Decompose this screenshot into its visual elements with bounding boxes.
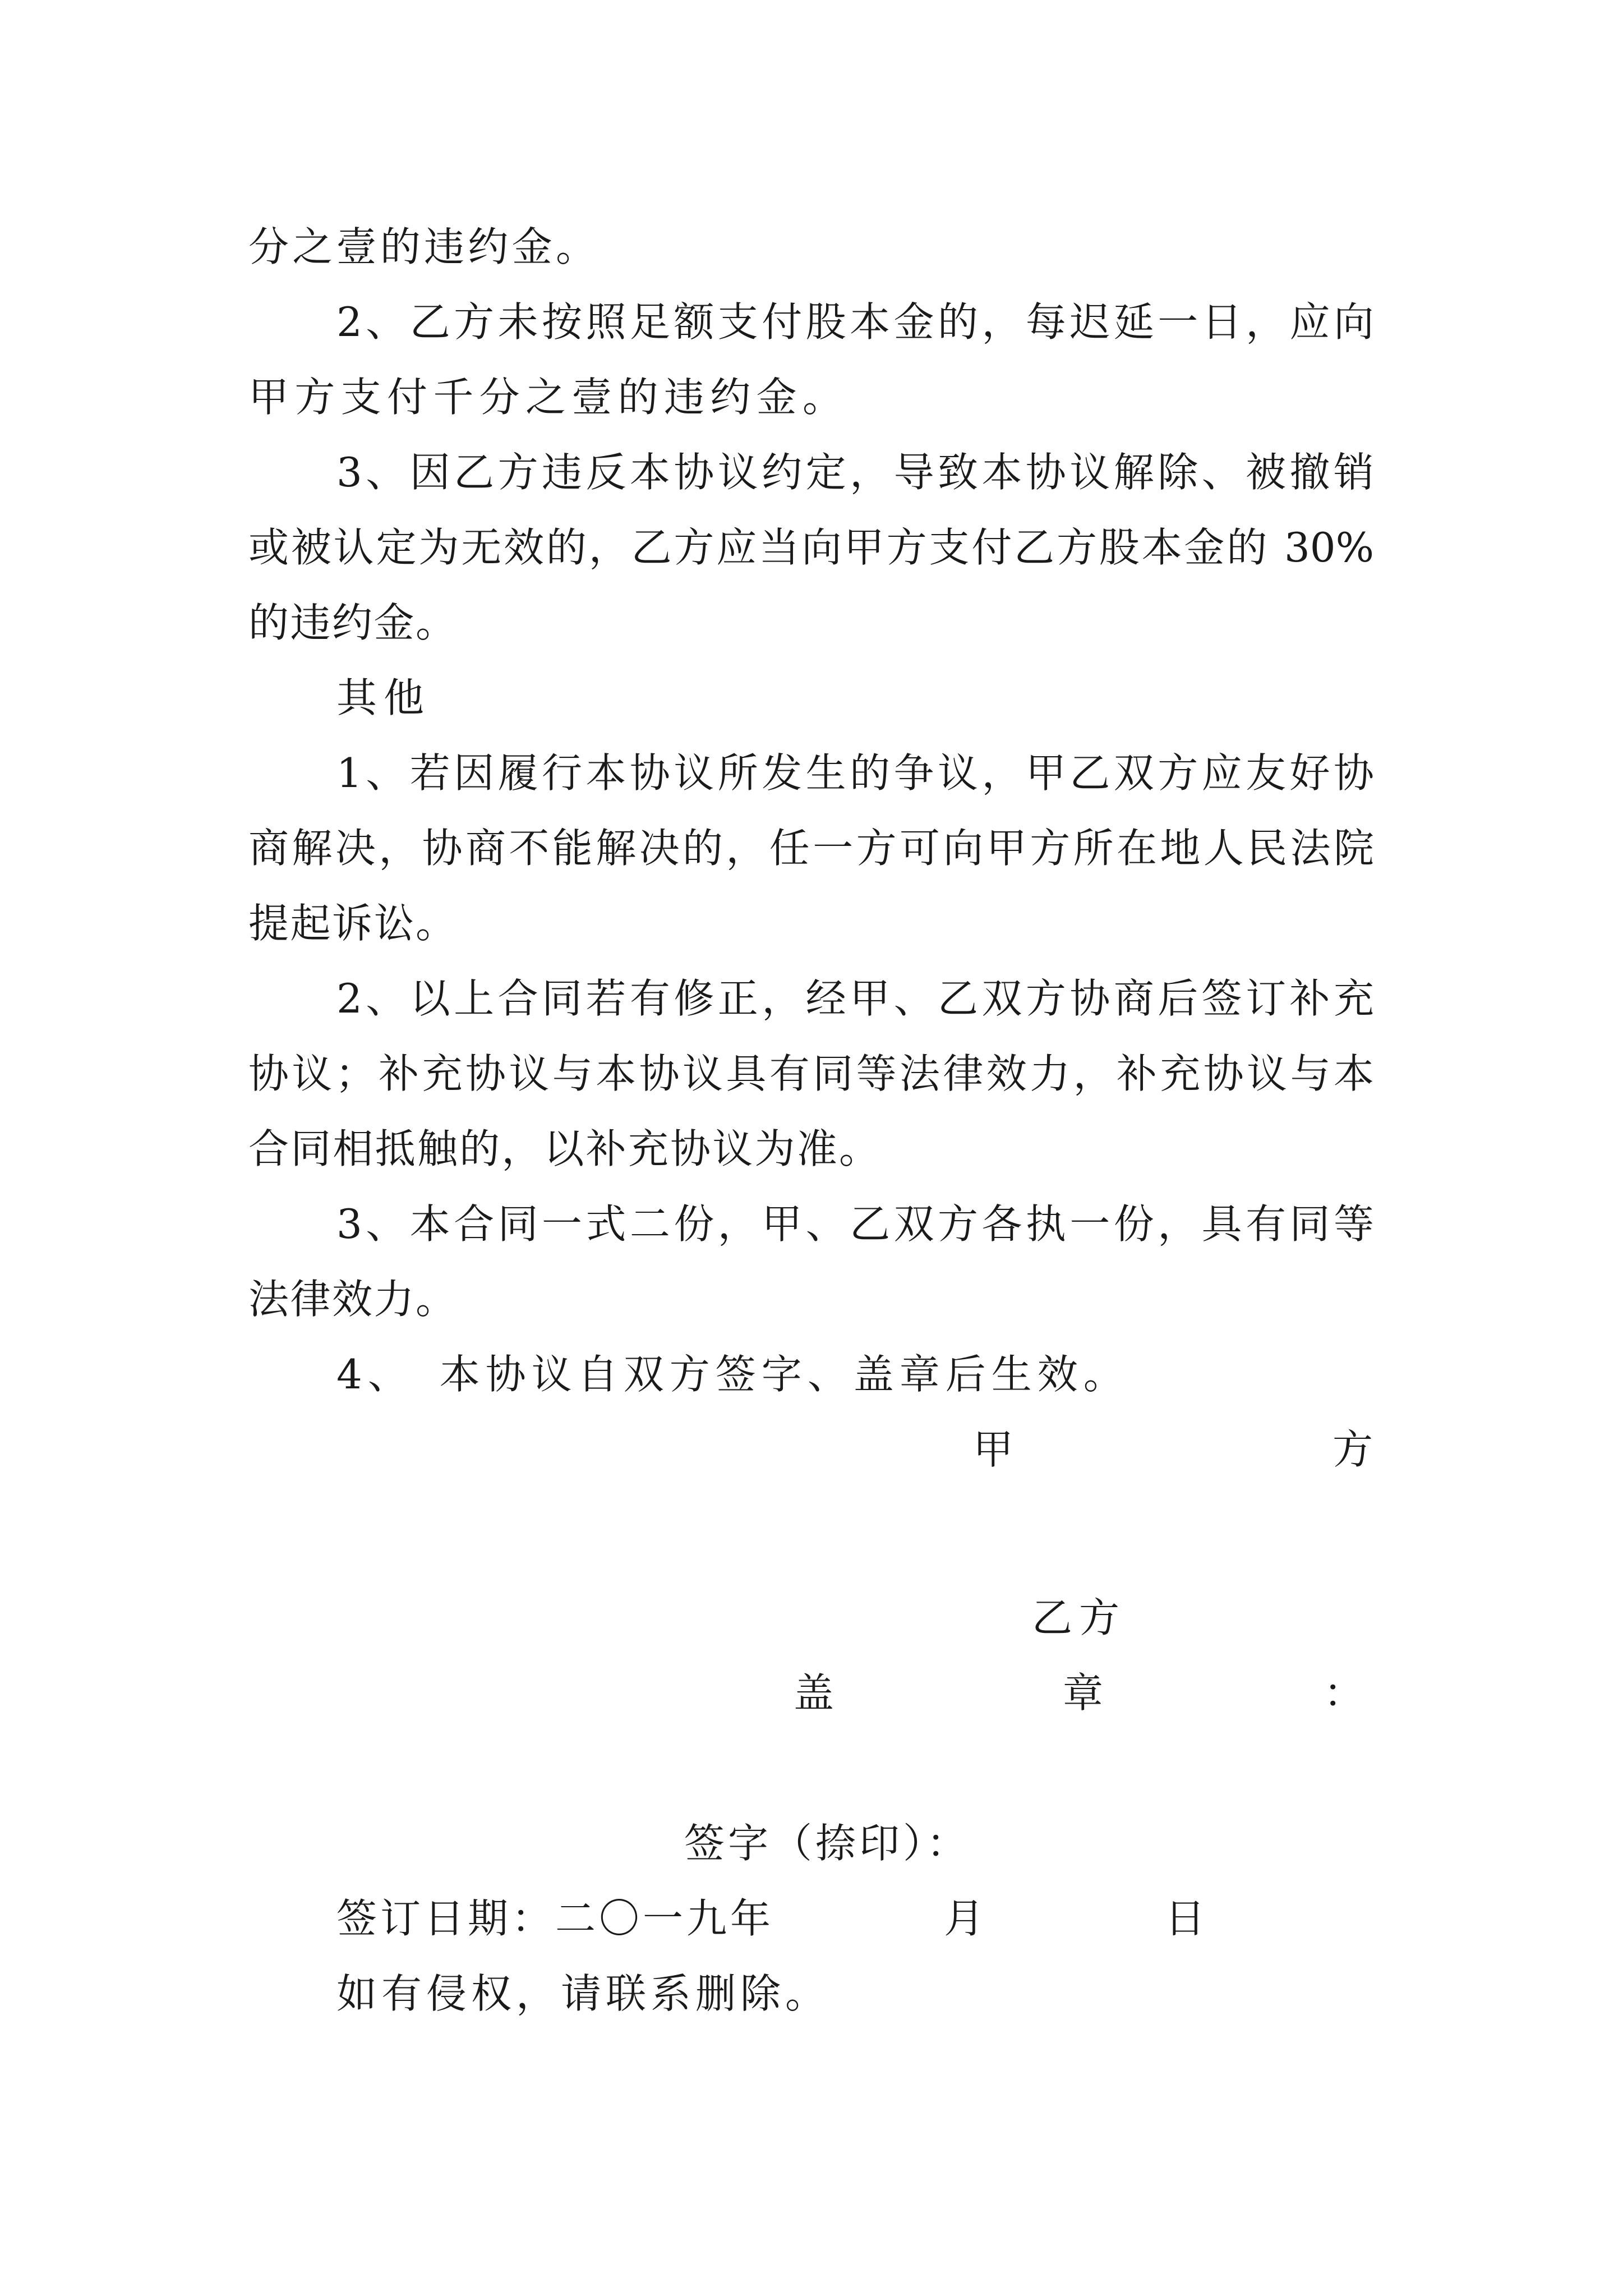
paragraph-line: 的违约金。 (248, 599, 456, 646)
paragraph-line: 或被认定为无效的，乙方应当向甲方支付乙方股本金的 30% (248, 524, 1374, 571)
paragraph-line: 商解决，协商不能解决的，任一方可向甲方所在地人民法院 (248, 825, 1374, 872)
disclaimer-note: 如有侵权，请联系删除。 (336, 1970, 831, 2017)
party-b-label: 乙方 (1032, 1594, 1127, 1641)
signature-label: 签字（捺印）： (684, 1820, 971, 1867)
sign-date-month: 月 (944, 1895, 992, 1942)
seal-label-char-2: 章 (1063, 1669, 1110, 1717)
paragraph-line: 3、本合同一式二份，甲、乙双方各执一份，具有同等 (336, 1200, 1374, 1248)
seal-colon: ： (1324, 1669, 1371, 1717)
paragraph-line: 提起诉讼。 (248, 900, 456, 947)
paragraph-line: 合同相抵触的，以补充协议为准。 (248, 1125, 879, 1172)
seal-label-char-1: 盖 (794, 1669, 841, 1717)
party-a-label-char-1: 甲 (973, 1426, 1021, 1473)
paragraph-line: 法律效力。 (248, 1276, 456, 1323)
paragraph-line: 2、以上合同若有修正，经甲、乙双方协商后签订补充 (336, 975, 1374, 1022)
party-a-label-char-2: 方 (1332, 1426, 1380, 1473)
paragraph-line: 2、乙方未按照足额支付股本金的，每迟延一日，应向 (336, 298, 1374, 346)
sign-date-day: 日 (1165, 1895, 1212, 1942)
section-heading: 其他 (336, 674, 431, 721)
paragraph-line: 1、若因履行本协议所发生的争议，甲乙双方应友好协 (336, 749, 1374, 797)
sign-date-label: 签订日期：二〇一九年 (336, 1895, 774, 1942)
paragraph-line: 分之壹的违约金。 (248, 223, 596, 270)
paragraph-line: 4、 本协议自双方签字、盖章后生效。 (336, 1351, 1129, 1398)
paragraph-line: 3、因乙方违反本协议约定，导致本协议解除、被撤销 (336, 449, 1374, 496)
paragraph-line: 甲方支付千分之壹的违约金。 (248, 374, 843, 421)
paragraph-line: 协议；补充协议与本协议具有同等法律效力，补充协议与本 (248, 1050, 1374, 1097)
